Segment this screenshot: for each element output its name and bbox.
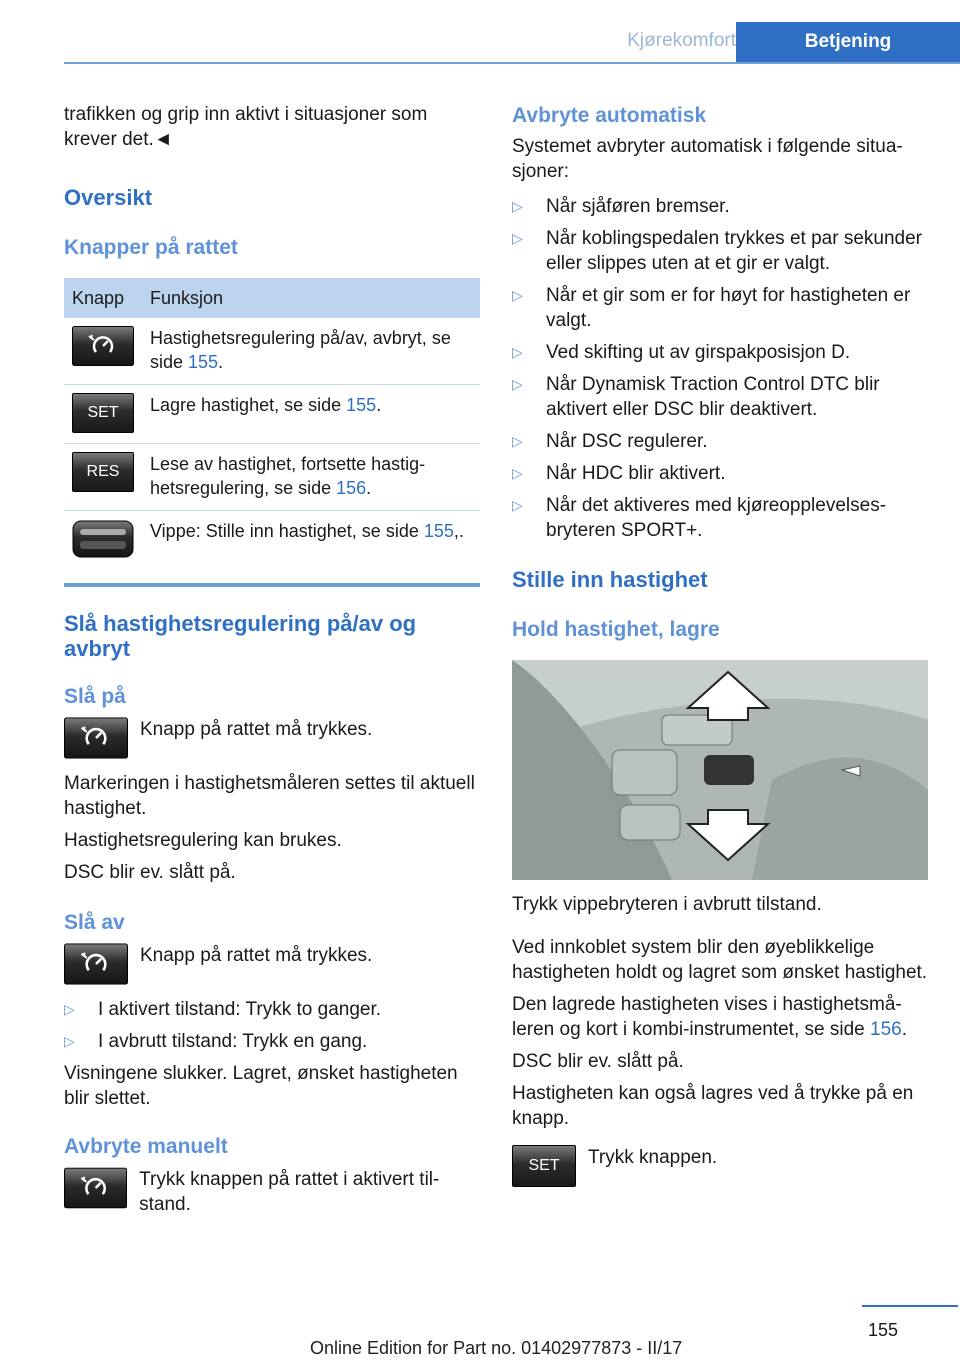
page-link[interactable]: 156	[870, 1019, 902, 1040]
buttons-table	[64, 278, 480, 575]
bullet-icon: ▷	[64, 1033, 75, 1049]
paragraph: DSC blir ev. slått på.	[512, 1051, 684, 1072]
list-item-text: I aktivert tilstand: Trykk to ganger.	[98, 999, 382, 1020]
list-item-text: Når DSC regulerer.	[546, 431, 708, 452]
list-item-text: Når koblingspedalen trykkes et par sekunder eller slippes uten at et gir er valgt.	[546, 228, 922, 274]
paragraph: Hastighetsregulering kan brukes.	[64, 830, 342, 851]
paragraph: Ved innkoblet system blir den øyeblikkelige hastigheten holdt og lagret som ønsket hastighet.	[512, 937, 928, 983]
paragraph: DSC blir ev. slått på.	[64, 862, 236, 883]
bullet-icon: ▷	[512, 433, 523, 449]
rocker-switch-icon	[72, 519, 134, 559]
paragraph-suffix: .	[901, 1019, 907, 1040]
auto-list	[512, 194, 928, 543]
set-button-icon: SET	[72, 393, 134, 433]
page-link[interactable]: 156	[336, 478, 367, 498]
bullet-icon: ▷	[512, 497, 523, 513]
list-item-text: Ved skifting ut av girspakposisjon D.	[546, 342, 851, 363]
res-button-icon: RES	[72, 452, 134, 492]
list-item	[64, 1029, 480, 1054]
row-suffix: ,.	[453, 521, 464, 541]
row-text: Hastighetsregulering på/av, avbryt, se side	[150, 328, 451, 372]
heading-hold-hastighet: Hold hastighet, lagre	[512, 618, 720, 641]
cruise-control-icon	[72, 326, 134, 366]
avbryte-row	[64, 1167, 480, 1217]
list-item	[512, 493, 928, 543]
heading-stille-inn: Stille inn hastighet	[512, 567, 708, 592]
list-item-text: I avbrutt tilstand: Trykk en gang.	[98, 1031, 368, 1052]
heading-knapper: Knapper på rattet	[64, 236, 238, 259]
sla-av-list	[64, 997, 480, 1054]
bullet-icon: ▷	[512, 465, 523, 481]
heading-sla-av: Slå av	[64, 911, 125, 934]
paragraph: Hastigheten kan også lagres ved å trykke på en knapp.	[512, 1083, 914, 1129]
paragraph: Trykk vippebryteren i avbrutt tilstand.	[512, 894, 822, 915]
cruise-control-icon	[64, 943, 128, 985]
auto-intro: Systemet avbryter automatisk i følgende situasjoner:	[512, 136, 903, 182]
bullet-icon: ▷	[512, 198, 523, 214]
list-item	[512, 283, 928, 333]
intro-text: trafikken og grip inn aktivt i situasjoner som krever det.◄	[64, 104, 428, 150]
paragraph: Markeringen i hastighetsmåleren settes til aktuell hastighet.	[64, 773, 475, 819]
row-suffix: .	[376, 395, 382, 415]
paragraph: Visningene slukker. Lagret, ønsket hastigheten blir slettet.	[64, 1063, 458, 1109]
set-button-icon: SET	[512, 1145, 576, 1187]
page-link[interactable]: 155	[188, 352, 219, 372]
heading-avbryte-manuelt: Avbryte manuelt	[64, 1135, 228, 1158]
bullet-icon: ▷	[512, 344, 523, 360]
table-row	[64, 511, 480, 576]
bullet-icon: ▷	[512, 287, 523, 303]
footer-divider	[862, 1305, 958, 1307]
heading-sla-hastighetsregulering: Slå hastighetsregulering på/av og avbryt	[64, 611, 417, 661]
sla-av-row	[64, 943, 480, 985]
page-link[interactable]: 155	[423, 521, 454, 541]
paragraph-text: Den lagrede hastigheten vises i hastighetsmåleren og kort i kombi-instrumentet, se side	[512, 994, 902, 1040]
list-item	[512, 226, 928, 276]
table-row	[64, 318, 480, 385]
row-text: Vippe: Stille inn hastighet, se side	[150, 521, 424, 541]
bullet-icon: ▷	[512, 230, 523, 246]
heading-avbryte-automatisk: Avbryte automatisk	[512, 104, 707, 127]
row-suffix: .	[366, 478, 372, 498]
list-item-text: Når sjåføren bremser.	[546, 196, 730, 217]
heading-oversikt: Oversikt	[64, 185, 153, 210]
set-row	[512, 1145, 928, 1187]
list-item	[512, 429, 928, 454]
table-row	[64, 385, 480, 444]
page-number: 155	[867, 1320, 898, 1340]
page-link[interactable]: 155	[346, 395, 377, 415]
list-item-text: Når Dynamisk Traction Control DTC blir aktivert eller DSC blir deaktivert.	[546, 374, 880, 420]
list-item-text: Når det aktiveres med kjøreopplevelsesbryteren SPORT+.	[546, 495, 887, 541]
table-row	[64, 444, 480, 511]
set-text: Trykk knappen.	[588, 1147, 718, 1168]
row-text: Lagre hastighet, se side	[150, 395, 347, 415]
sla-pa-row	[64, 717, 480, 759]
list-item	[512, 372, 928, 422]
sla-av-text: Knapp på rattet må trykkes.	[140, 945, 373, 966]
cruise-control-icon	[64, 1167, 127, 1209]
paragraph	[512, 992, 928, 1042]
edition-label: Online Edition for Part no. 01402977873 - II/17	[310, 1338, 683, 1358]
bullet-icon: ▷	[512, 376, 523, 392]
list-item-text: Når et gir som er for høyt for hastigheten er valgt.	[546, 285, 911, 331]
sla-pa-text: Knapp på rattet må trykkes.	[140, 719, 373, 740]
steering-wheel-illustration	[512, 660, 928, 880]
avbryte-text: Trykk knappen på rattet i aktivert tilstand.	[139, 1169, 440, 1215]
tab-kjorekomfort[interactable]: Kjørekomfort	[627, 30, 736, 51]
left-column	[64, 102, 480, 1217]
list-item	[512, 340, 928, 365]
list-item	[512, 461, 928, 486]
heading-sla-pa: Slå på	[64, 685, 126, 708]
page-header	[64, 22, 960, 64]
list-item	[512, 194, 928, 219]
row-text: Lese av hastighet, fortsette hastighetsregulering, se side	[150, 454, 426, 498]
col-header-knapp: Knapp	[64, 278, 142, 318]
bullet-icon: ▷	[64, 1001, 75, 1017]
cruise-control-icon	[64, 717, 128, 759]
right-column	[512, 102, 928, 1187]
col-header-funksjon: Funksjon	[142, 278, 480, 318]
row-suffix: .	[218, 352, 224, 372]
tab-betjening[interactable]: Betjening	[736, 22, 960, 62]
list-item	[64, 997, 480, 1022]
list-item-text: Når HDC blir aktivert.	[546, 463, 726, 484]
